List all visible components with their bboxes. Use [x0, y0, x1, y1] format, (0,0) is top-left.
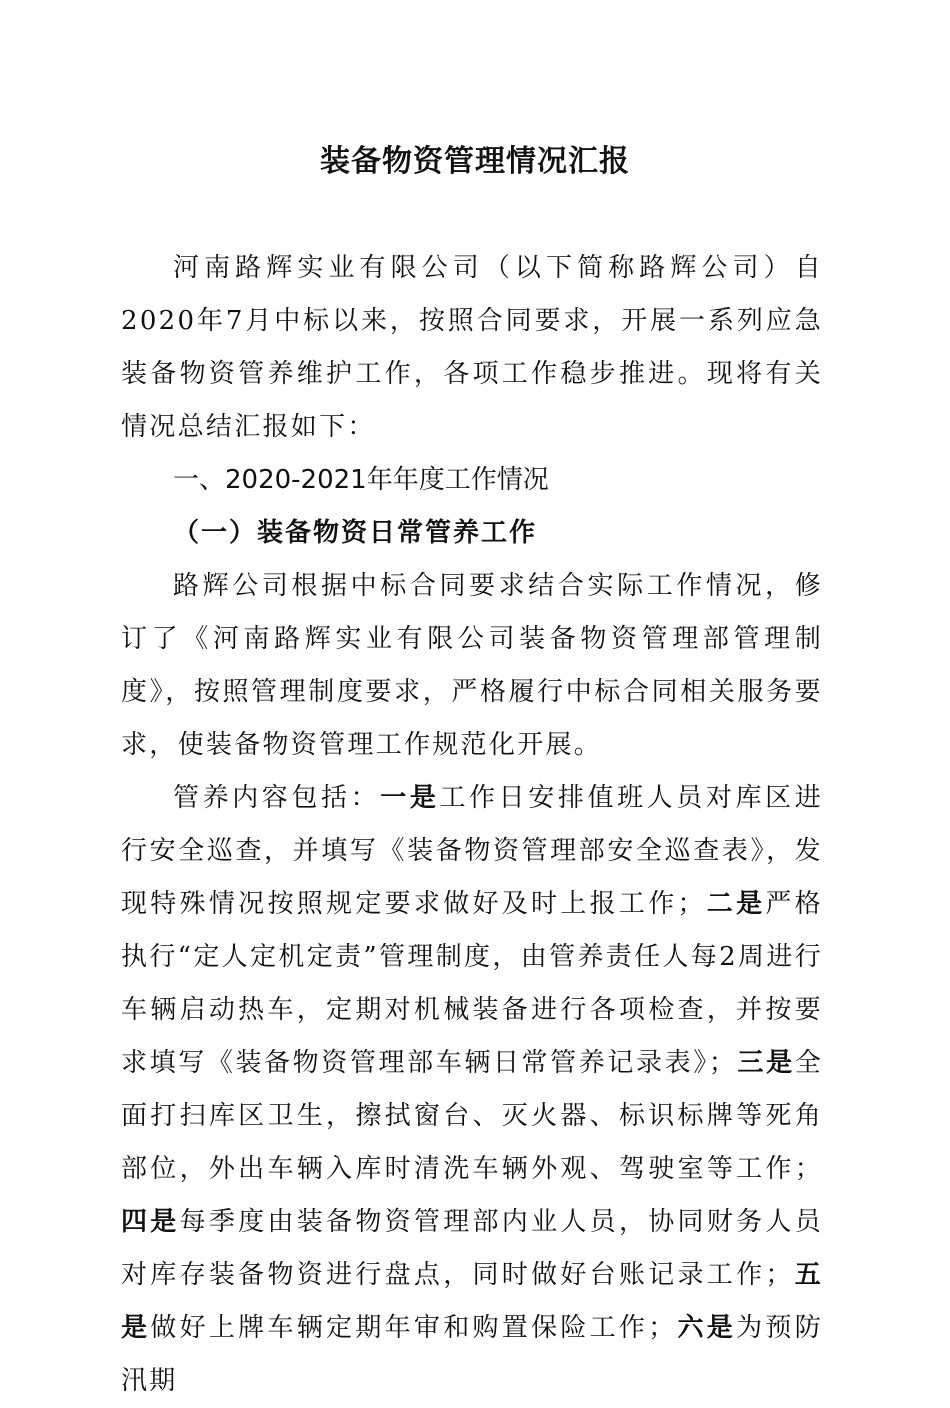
regulation-paragraph: 路辉公司根据中标合同要求结合实际工作情况，修订了《河南路辉实业有限公司装备物资管理部管理制度》，按照管理制度要求，严格履行中标合同相关服务要求，使装备物资管理工作规范化开展。: [121, 571, 823, 760]
item5-label: 五是: [121, 1260, 823, 1343]
item6-text: 为预防汛期: [121, 1313, 823, 1396]
item1-text: 工作日安排值班人员对库区进行安全巡查，并填写《装备物资管理部安全巡查表》，发现特殊情况按照规定要求做好及时上报工作；: [121, 783, 823, 919]
item3-label: 三是: [737, 1048, 795, 1078]
item4-text: 每季度由装备物资管理部内业人员，协同财务人员对库存装备物资进行盘点，同时做好台账记录工作；: [121, 1207, 823, 1290]
item2-text: 严格执行“定人定机定责”管理制度，由管养责任人每2周进行车辆启动热车，定期对机械装备进行各项检查，并按要求填写《装备物资管理部车辆日常管养记录表》；: [121, 889, 823, 1078]
item2-label: 二是: [705, 889, 766, 919]
document-title: 装备物资管理情况汇报: [320, 144, 630, 179]
intro-paragraph: 河南路辉实业有限公司（以下简称路辉公司）自2020年7月中标以来，按照合同要求，开展一系列应急装备物资管养维护工作，各项工作稳步推进。现将有关情况总结汇报如下：: [121, 253, 823, 442]
section-heading: 一、2020-2021年年度工作情况: [173, 465, 549, 495]
subsection-heading: （一）装备物资日常管养工作: [173, 518, 538, 548]
document-body: [121, 242, 823, 1408]
item4-label: 四是: [121, 1207, 180, 1237]
maintenance-lead: 管养内容包括：: [173, 783, 381, 813]
item6-label: 六是: [676, 1313, 737, 1343]
item5-text: 做好上牌车辆定期年审和购置保险工作；: [150, 1313, 677, 1343]
maintenance-paragraph: [121, 772, 823, 1408]
item3-text: 全面打扫库区卫生，擦拭窗台、灭火器、标识标牌等死角部位，外出车辆入库时清洗车辆外观、驾驶室等工作；: [121, 1048, 823, 1184]
item1-label: 一是: [380, 783, 440, 813]
